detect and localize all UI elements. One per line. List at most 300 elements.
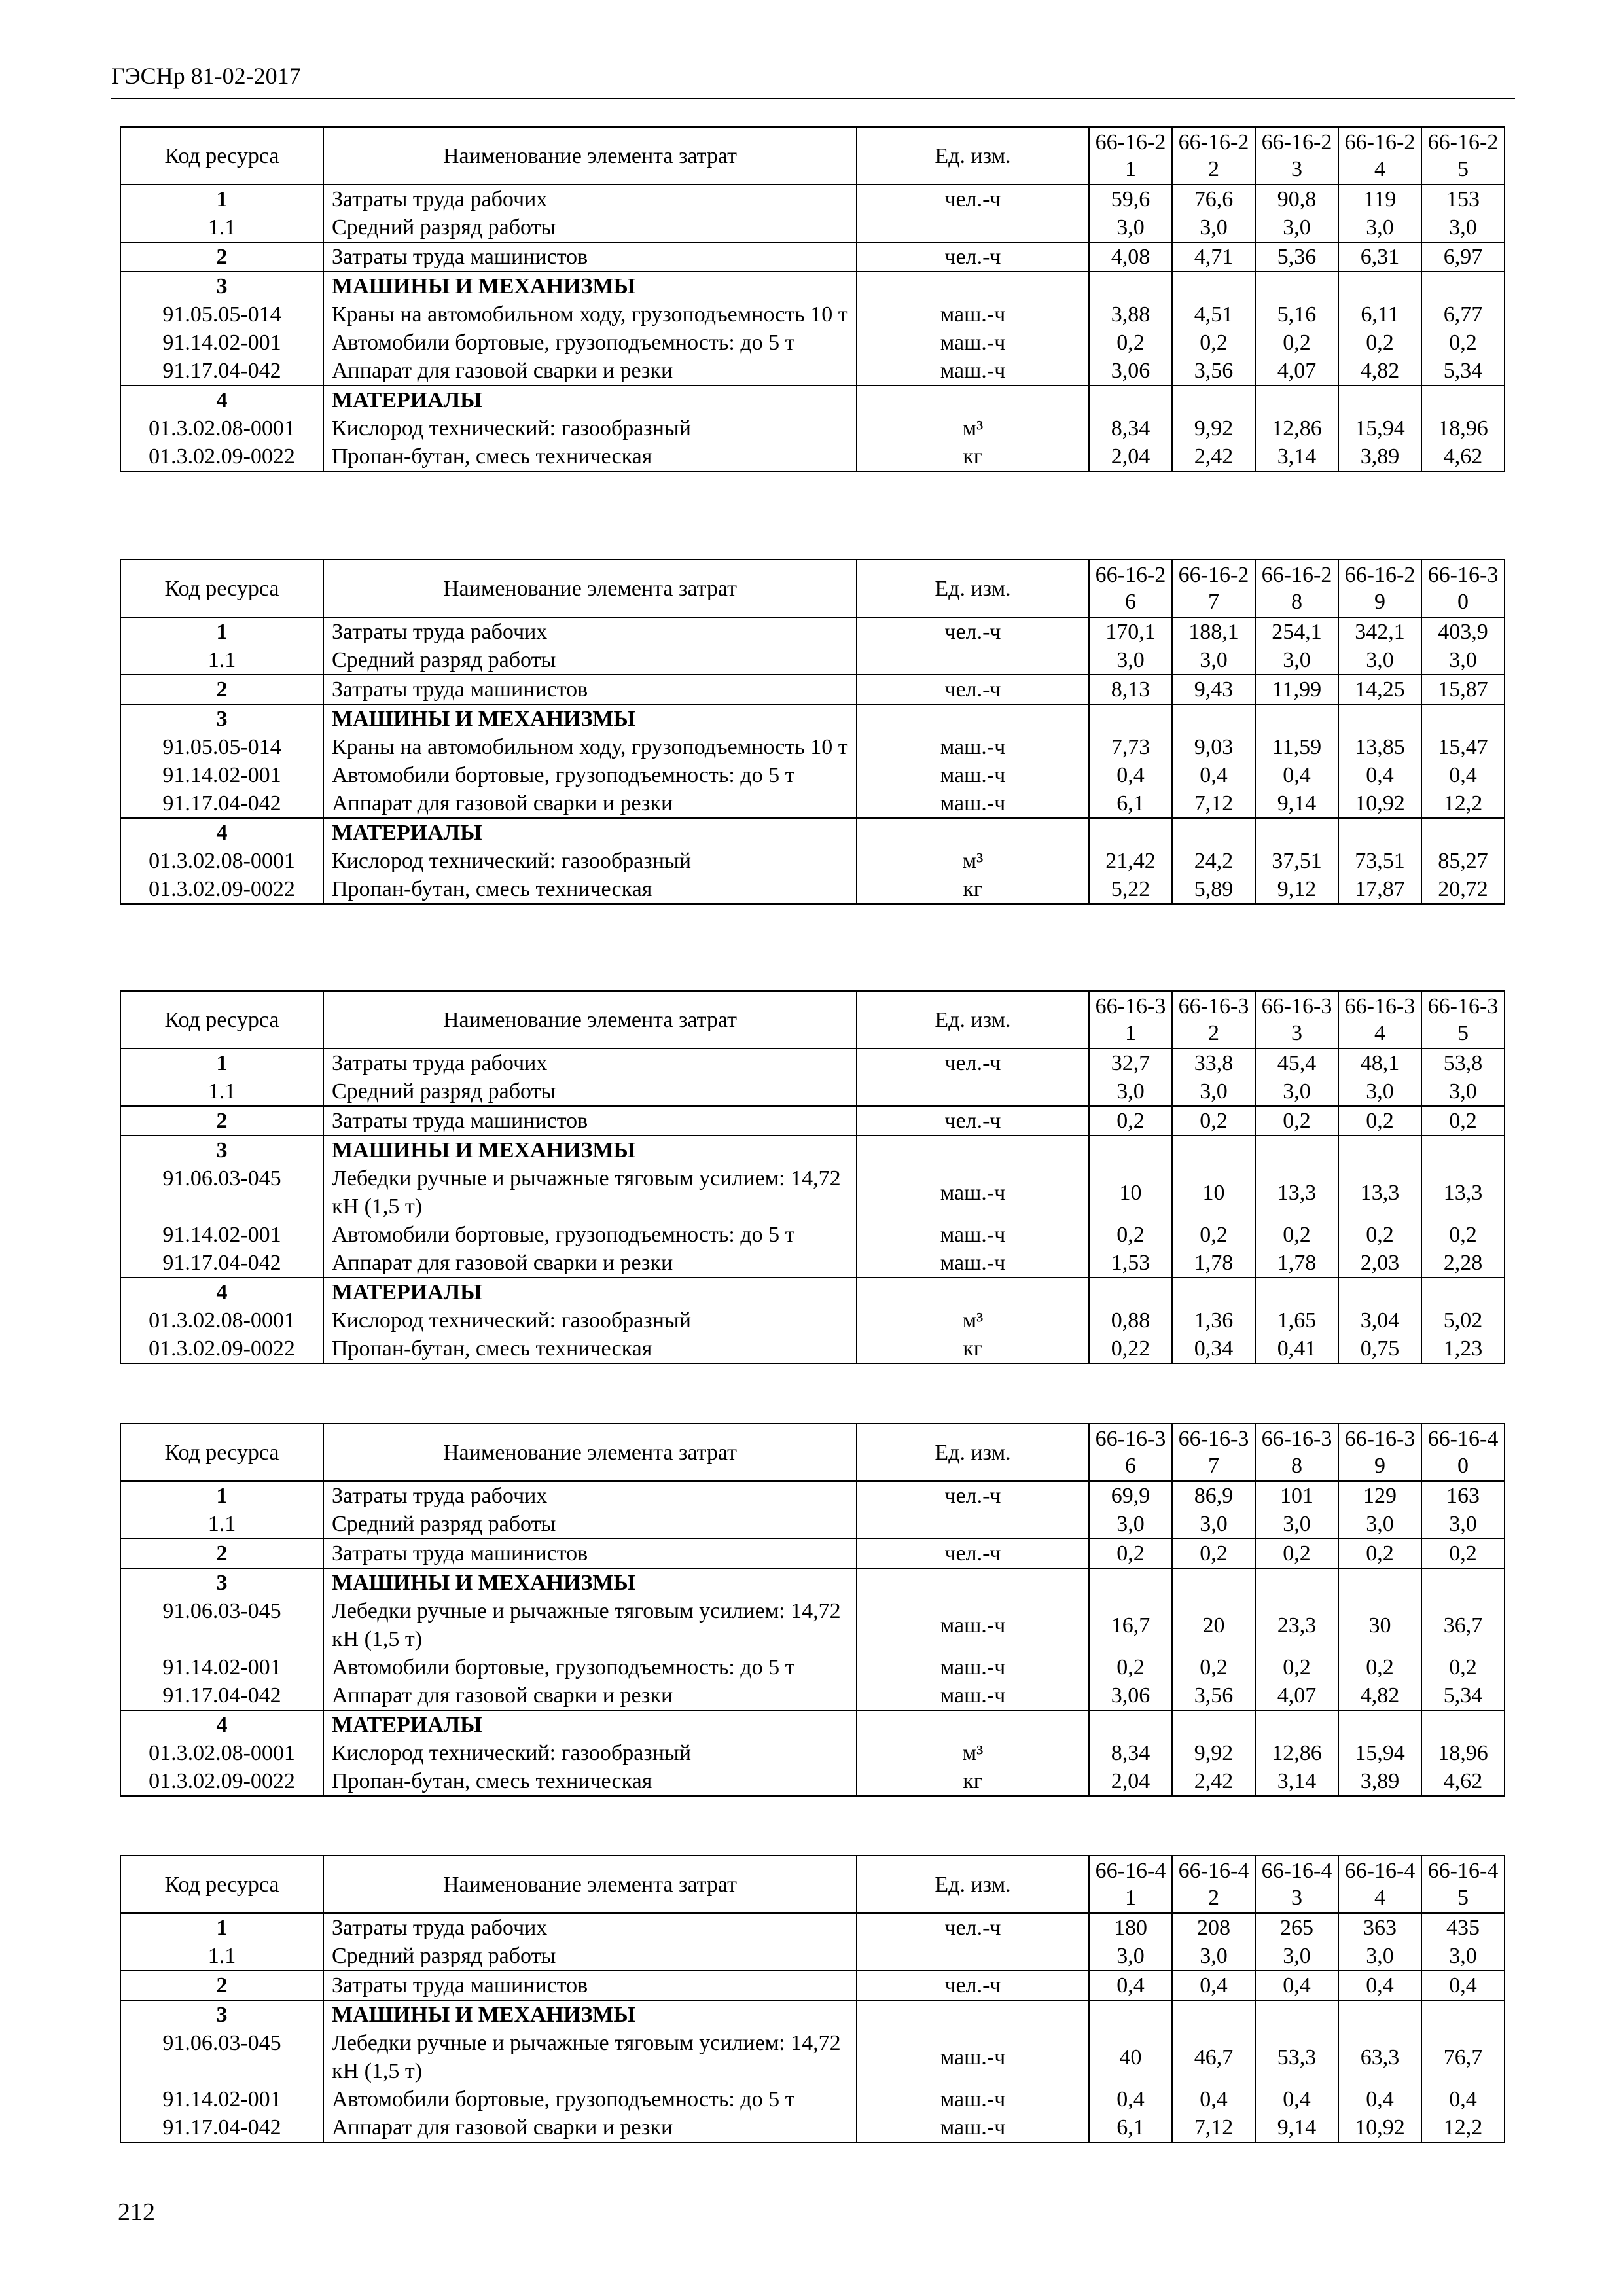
- resource-code: 3: [120, 272, 323, 300]
- norm-code-header: 66-16-33: [1255, 991, 1338, 1049]
- norm-value: 9,92: [1172, 414, 1255, 442]
- unit-of-measure: чел.-ч: [857, 242, 1089, 272]
- cost-element-name: Автомобили бортовые, грузоподъемность: до 5 т: [323, 329, 857, 357]
- cost-element-name: МАТЕРИАЛЫ: [323, 1710, 857, 1739]
- table-row: [120, 1539, 1505, 1568]
- norm-code-header: 66-16-26: [1089, 560, 1172, 617]
- table-row: [120, 847, 1505, 875]
- resource-code: 01.3.02.08-0001: [120, 1739, 323, 1767]
- norm-value: [1421, 2000, 1505, 2029]
- norm-value: 6,31: [1338, 242, 1421, 272]
- table-row: [120, 1335, 1505, 1363]
- norm-code-header: 66-16-25: [1421, 127, 1505, 185]
- norm-value: 4,51: [1172, 300, 1255, 329]
- resource-code: 91.17.04-042: [120, 2113, 323, 2142]
- norm-value: 46,7: [1172, 2029, 1255, 2085]
- norm-value: 2,03: [1338, 1249, 1421, 1278]
- table-row: [120, 242, 1505, 272]
- norm-code-header: 66-16-41: [1089, 1856, 1172, 1913]
- cost-element-name: Лебедки ручные и рычажные тяговым усилием: 14,72 кН (1,5 т): [323, 1597, 857, 1653]
- norm-value: 0,2: [1172, 1106, 1255, 1136]
- norm-value: 32,7: [1089, 1049, 1172, 1077]
- norm-value: 4,82: [1338, 357, 1421, 386]
- page-number: 212: [118, 2198, 155, 2226]
- cost-element-name: Кислород технический: газообразный: [323, 1739, 857, 1767]
- norm-value: 3,0: [1338, 1510, 1421, 1539]
- table-header-row: [120, 991, 1505, 1049]
- norm-value: [1255, 1568, 1338, 1597]
- resource-code: 01.3.02.09-0022: [120, 1767, 323, 1796]
- norm-value: 10: [1089, 1164, 1172, 1221]
- cost-element-name: Средний разряд работы: [323, 1942, 857, 1971]
- unit-of-measure: [857, 1568, 1089, 1597]
- norm-value: 69,9: [1089, 1481, 1172, 1510]
- norm-value: [1089, 818, 1172, 847]
- norm-value: [1089, 1710, 1172, 1739]
- norm-value: 21,42: [1089, 847, 1172, 875]
- norm-value: [1338, 386, 1421, 414]
- column-header-unit: Ед. изм.: [857, 991, 1089, 1049]
- norm-value: [1172, 1278, 1255, 1306]
- norm-value: 3,0: [1255, 646, 1338, 675]
- norm-code-header: 66-16-29: [1338, 560, 1421, 617]
- norm-value: 0,2: [1255, 1106, 1338, 1136]
- norm-code-header: 66-16-22: [1172, 127, 1255, 185]
- unit-of-measure: маш.-ч: [857, 357, 1089, 386]
- table-row: [120, 1597, 1505, 1653]
- norm-code-header: 66-16-39: [1338, 1424, 1421, 1481]
- column-header-name: Наименование элемента затрат: [323, 991, 857, 1049]
- unit-of-measure: чел.-ч: [857, 1106, 1089, 1136]
- norm-value: [1338, 272, 1421, 300]
- norm-value: 0,4: [1338, 2085, 1421, 2113]
- norm-value: 0,4: [1089, 2085, 1172, 2113]
- norm-value: 3,56: [1172, 1681, 1255, 1710]
- norm-value: [1255, 1136, 1338, 1164]
- norm-value: 4,82: [1338, 1681, 1421, 1710]
- norm-value: 9,92: [1172, 1739, 1255, 1767]
- unit-of-measure: чел.-ч: [857, 1539, 1089, 1568]
- cost-element-name: Автомобили бортовые, грузоподъемность: до 5 т: [323, 1653, 857, 1681]
- table-header-row: [120, 1856, 1505, 1913]
- norm-value: 15,87: [1421, 675, 1505, 704]
- resource-code: 2: [120, 1106, 323, 1136]
- norm-value: 435: [1421, 1913, 1505, 1942]
- norm-value: [1421, 818, 1505, 847]
- norm-value: 5,34: [1421, 357, 1505, 386]
- norm-value: 53,3: [1255, 2029, 1338, 2085]
- cost-element-name: Аппарат для газовой сварки и резки: [323, 1681, 857, 1710]
- norm-value: 33,8: [1172, 1049, 1255, 1077]
- resource-code: 91.14.02-001: [120, 2085, 323, 2113]
- norm-value: 1,78: [1172, 1249, 1255, 1278]
- norm-value: 9,14: [1255, 789, 1338, 818]
- norm-value: 0,2: [1255, 1221, 1338, 1249]
- unit-of-measure: чел.-ч: [857, 185, 1089, 213]
- norm-value: [1089, 2000, 1172, 2029]
- norm-value: 3,0: [1089, 1077, 1172, 1106]
- norm-value: [1255, 704, 1338, 733]
- norm-value: 5,36: [1255, 242, 1338, 272]
- norm-value: 3,14: [1255, 1767, 1338, 1796]
- norm-value: 3,0: [1338, 1077, 1421, 1106]
- table-header-row: [120, 560, 1505, 617]
- norm-value: 13,3: [1338, 1164, 1421, 1221]
- norm-value: 11,59: [1255, 733, 1338, 761]
- norm-value: 15,47: [1421, 733, 1505, 761]
- unit-of-measure: маш.-ч: [857, 2113, 1089, 2142]
- norm-value: 0,2: [1338, 1539, 1421, 1568]
- unit-of-measure: [857, 1077, 1089, 1106]
- unit-of-measure: маш.-ч: [857, 2029, 1089, 2085]
- resource-code: 91.06.03-045: [120, 2029, 323, 2085]
- norm-value: [1089, 1568, 1172, 1597]
- norm-value: 5,02: [1421, 1306, 1505, 1335]
- column-header-code: Код ресурса: [120, 1424, 323, 1481]
- norm-value: 18,96: [1421, 414, 1505, 442]
- resource-code: 1: [120, 1481, 323, 1510]
- cost-element-name: Аппарат для газовой сварки и резки: [323, 1249, 857, 1278]
- unit-of-measure: [857, 1136, 1089, 1164]
- norm-value: 0,4: [1255, 761, 1338, 789]
- norm-value: [1172, 818, 1255, 847]
- norm-value: 0,2: [1255, 1653, 1338, 1681]
- unit-of-measure: [857, 1710, 1089, 1739]
- norm-value: 163: [1421, 1481, 1505, 1510]
- norm-value: 3,0: [1172, 646, 1255, 675]
- norm-value: 40: [1089, 2029, 1172, 2085]
- table-row: [120, 213, 1505, 242]
- table-row: [120, 1942, 1505, 1971]
- norm-value: [1089, 386, 1172, 414]
- norm-value: 119: [1338, 185, 1421, 213]
- norm-value: 0,4: [1172, 1971, 1255, 2000]
- norm-value: 30: [1338, 1597, 1421, 1653]
- table-row: [120, 329, 1505, 357]
- column-header-code: Код ресурса: [120, 127, 323, 185]
- norm-value: [1421, 1278, 1505, 1306]
- norm-value: [1172, 1710, 1255, 1739]
- norm-value: 254,1: [1255, 617, 1338, 646]
- norm-value: 20: [1172, 1597, 1255, 1653]
- cost-element-name: МАТЕРИАЛЫ: [323, 1278, 857, 1306]
- cost-element-name: Средний разряд работы: [323, 1510, 857, 1539]
- cost-element-name: Средний разряд работы: [323, 1077, 857, 1106]
- norm-code-header: 66-16-27: [1172, 560, 1255, 617]
- table-row: [120, 272, 1505, 300]
- norm-value: [1089, 1136, 1172, 1164]
- unit-of-measure: [857, 646, 1089, 675]
- cost-element-name: Средний разряд работы: [323, 646, 857, 675]
- norm-value: [1421, 1568, 1505, 1597]
- norm-value: [1421, 704, 1505, 733]
- resource-code: 01.3.02.08-0001: [120, 1306, 323, 1335]
- resource-code: 01.3.02.09-0022: [120, 875, 323, 904]
- norm-value: 6,77: [1421, 300, 1505, 329]
- column-header-name: Наименование элемента затрат: [323, 1856, 857, 1913]
- norm-value: 90,8: [1255, 185, 1338, 213]
- norm-value: 0,4: [1172, 761, 1255, 789]
- norm-value: [1172, 1136, 1255, 1164]
- norm-value: 13,3: [1255, 1164, 1338, 1221]
- resource-code: 1.1: [120, 1077, 323, 1106]
- norm-value: 15,94: [1338, 414, 1421, 442]
- norm-value: 3,0: [1089, 1942, 1172, 1971]
- resource-code: 2: [120, 1539, 323, 1568]
- norm-value: 208: [1172, 1913, 1255, 1942]
- column-header-unit: Ед. изм.: [857, 560, 1089, 617]
- cost-element-name: МАТЕРИАЛЫ: [323, 386, 857, 414]
- column-header-unit: Ед. изм.: [857, 1856, 1089, 1913]
- resource-code: 91.06.03-045: [120, 1597, 323, 1653]
- norm-code-header: 66-16-37: [1172, 1424, 1255, 1481]
- norm-code-header: 66-16-44: [1338, 1856, 1421, 1913]
- norm-value: 265: [1255, 1913, 1338, 1942]
- norm-value: 0,2: [1172, 1221, 1255, 1249]
- unit-of-measure: чел.-ч: [857, 675, 1089, 704]
- norm-value: 3,04: [1338, 1306, 1421, 1335]
- norm-value: [1172, 2000, 1255, 2029]
- norm-value: 0,4: [1338, 761, 1421, 789]
- cost-element-name: Пропан-бутан, смесь техническая: [323, 1767, 857, 1796]
- norm-code-header: 66-16-38: [1255, 1424, 1338, 1481]
- norm-value: 0,2: [1421, 1221, 1505, 1249]
- norm-value: 0,2: [1255, 329, 1338, 357]
- norm-value: 24,2: [1172, 847, 1255, 875]
- norm-value: 11,99: [1255, 675, 1338, 704]
- cost-element-name: Краны на автомобильном ходу, грузоподъемность 10 т: [323, 300, 857, 329]
- table-header-row: [120, 127, 1505, 185]
- column-header-name: Наименование элемента затрат: [323, 127, 857, 185]
- table-row: [120, 2113, 1505, 2142]
- norm-value: 36,7: [1421, 1597, 1505, 1653]
- norm-code-header: 66-16-21: [1089, 127, 1172, 185]
- norm-value: 1,23: [1421, 1335, 1505, 1363]
- table-row: [120, 1568, 1505, 1597]
- unit-of-measure: кг: [857, 875, 1089, 904]
- norm-value: 12,86: [1255, 414, 1338, 442]
- norm-value: [1338, 2000, 1421, 2029]
- norm-value: 180: [1089, 1913, 1172, 1942]
- table-row: [120, 1913, 1505, 1942]
- norm-value: [1421, 272, 1505, 300]
- norm-value: [1338, 1278, 1421, 1306]
- norm-value: 7,12: [1172, 2113, 1255, 2142]
- norm-value: 188,1: [1172, 617, 1255, 646]
- norm-value: 1,78: [1255, 1249, 1338, 1278]
- norm-value: 1,53: [1089, 1249, 1172, 1278]
- norm-value: 3,0: [1089, 646, 1172, 675]
- unit-of-measure: маш.-ч: [857, 1681, 1089, 1710]
- table-row: [120, 1767, 1505, 1796]
- norm-value: [1089, 1278, 1172, 1306]
- column-header-code: Код ресурса: [120, 560, 323, 617]
- norm-value: 10: [1172, 1164, 1255, 1221]
- table-row: [120, 1136, 1505, 1164]
- cost-element-name: МАШИНЫ И МЕХАНИЗМЫ: [323, 704, 857, 733]
- norm-value: 9,12: [1255, 875, 1338, 904]
- norm-code-header: 66-16-35: [1421, 991, 1505, 1049]
- norm-value: 3,0: [1421, 1942, 1505, 1971]
- norm-code-header: 66-16-28: [1255, 560, 1338, 617]
- unit-of-measure: маш.-ч: [857, 733, 1089, 761]
- norm-value: [1421, 386, 1505, 414]
- norm-value: 0,2: [1255, 1539, 1338, 1568]
- norm-value: 3,0: [1172, 1077, 1255, 1106]
- norm-value: 6,1: [1089, 789, 1172, 818]
- norm-value: 6,11: [1338, 300, 1421, 329]
- norm-value: 0,4: [1089, 761, 1172, 789]
- unit-of-measure: маш.-ч: [857, 1221, 1089, 1249]
- unit-of-measure: маш.-ч: [857, 1597, 1089, 1653]
- cost-element-name: Затраты труда рабочих: [323, 617, 857, 646]
- unit-of-measure: [857, 1942, 1089, 1971]
- norm-value: 6,1: [1089, 2113, 1172, 2142]
- table-row: [120, 704, 1505, 733]
- norm-value: 0,2: [1089, 1221, 1172, 1249]
- norm-code-header: 66-16-45: [1421, 1856, 1505, 1913]
- norm-value: 0,2: [1421, 329, 1505, 357]
- resource-code: 1: [120, 1913, 323, 1942]
- norm-value: 363: [1338, 1913, 1421, 1942]
- unit-of-measure: маш.-ч: [857, 329, 1089, 357]
- resource-code: 91.05.05-014: [120, 300, 323, 329]
- norm-value: 48,1: [1338, 1049, 1421, 1077]
- norm-value: 1,36: [1172, 1306, 1255, 1335]
- norm-value: [1172, 386, 1255, 414]
- norm-value: 0,4: [1255, 2085, 1338, 2113]
- unit-of-measure: [857, 2000, 1089, 2029]
- norm-value: 0,2: [1172, 1653, 1255, 1681]
- norm-value: 12,86: [1255, 1739, 1338, 1767]
- norm-value: 85,27: [1421, 847, 1505, 875]
- cost-element-name: МАШИНЫ И МЕХАНИЗМЫ: [323, 2000, 857, 2029]
- norm-value: 10,92: [1338, 789, 1421, 818]
- norm-value: 3,0: [1421, 646, 1505, 675]
- norm-value: 0,4: [1255, 1971, 1338, 2000]
- norm-value: 2,42: [1172, 1767, 1255, 1796]
- resource-code: 01.3.02.08-0001: [120, 847, 323, 875]
- resource-cost-table: [120, 559, 1505, 905]
- norm-value: 6,97: [1421, 242, 1505, 272]
- table-row: [120, 1077, 1505, 1106]
- resource-code: 91.17.04-042: [120, 1681, 323, 1710]
- norm-value: 3,06: [1089, 1681, 1172, 1710]
- table-row: [120, 1221, 1505, 1249]
- cost-element-name: Пропан-бутан, смесь техническая: [323, 875, 857, 904]
- resource-code: 1: [120, 1049, 323, 1077]
- norm-value: 3,0: [1255, 1077, 1338, 1106]
- norm-code-header: 66-16-30: [1421, 560, 1505, 617]
- cost-element-name: Средний разряд работы: [323, 213, 857, 242]
- table-row: [120, 1164, 1505, 1221]
- norm-value: 0,2: [1421, 1106, 1505, 1136]
- cost-element-name: Аппарат для газовой сварки и резки: [323, 2113, 857, 2142]
- norm-value: 153: [1421, 185, 1505, 213]
- document-header-title: ГЭСНр 81-02-2017: [111, 63, 301, 89]
- column-header-unit: Ед. изм.: [857, 1424, 1089, 1481]
- norm-value: 0,2: [1338, 1221, 1421, 1249]
- norm-value: 0,41: [1255, 1335, 1338, 1363]
- norm-value: [1421, 1710, 1505, 1739]
- norm-value: 10,92: [1338, 2113, 1421, 2142]
- unit-of-measure: чел.-ч: [857, 1049, 1089, 1077]
- table-row: [120, 414, 1505, 442]
- resource-code: 2: [120, 1971, 323, 2000]
- norm-value: 9,43: [1172, 675, 1255, 704]
- norm-value: 0,4: [1421, 761, 1505, 789]
- norm-value: 4,07: [1255, 1681, 1338, 1710]
- norm-value: 0,2: [1089, 329, 1172, 357]
- norm-value: 0,2: [1089, 1653, 1172, 1681]
- norm-value: [1172, 272, 1255, 300]
- norm-value: 3,88: [1089, 300, 1172, 329]
- unit-of-measure: [857, 1278, 1089, 1306]
- norm-value: 0,34: [1172, 1335, 1255, 1363]
- norm-value: 86,9: [1172, 1481, 1255, 1510]
- table-row: [120, 1278, 1505, 1306]
- norm-value: 0,2: [1421, 1653, 1505, 1681]
- table-row: [120, 1710, 1505, 1739]
- norm-value: [1089, 272, 1172, 300]
- table-header-row: [120, 1424, 1505, 1481]
- unit-of-measure: [857, 386, 1089, 414]
- unit-of-measure: маш.-ч: [857, 789, 1089, 818]
- norm-value: 5,16: [1255, 300, 1338, 329]
- norm-value: 3,0: [1338, 1942, 1421, 1971]
- norm-code-header: 66-16-43: [1255, 1856, 1338, 1913]
- cost-element-name: Затраты труда машинистов: [323, 1106, 857, 1136]
- norm-value: 403,9: [1421, 617, 1505, 646]
- cost-element-name: Затраты труда рабочих: [323, 1481, 857, 1510]
- table-row: [120, 442, 1505, 471]
- column-header-name: Наименование элемента затрат: [323, 1424, 857, 1481]
- cost-element-name: МАШИНЫ И МЕХАНИЗМЫ: [323, 1568, 857, 1597]
- norm-value: 3,0: [1172, 1942, 1255, 1971]
- cost-element-name: Затраты труда рабочих: [323, 1049, 857, 1077]
- norm-value: 7,12: [1172, 789, 1255, 818]
- resource-code: 1: [120, 185, 323, 213]
- resource-code: 1.1: [120, 213, 323, 242]
- unit-of-measure: чел.-ч: [857, 1913, 1089, 1942]
- cost-element-name: Затраты труда машинистов: [323, 1971, 857, 2000]
- resource-code: 4: [120, 1710, 323, 1739]
- unit-of-measure: кг: [857, 442, 1089, 471]
- norm-code-header: 66-16-40: [1421, 1424, 1505, 1481]
- norm-value: [1338, 818, 1421, 847]
- table-row: [120, 1049, 1505, 1077]
- resource-code: 01.3.02.09-0022: [120, 1335, 323, 1363]
- norm-value: 3,0: [1421, 1077, 1505, 1106]
- norm-value: 45,4: [1255, 1049, 1338, 1077]
- norm-value: 1,65: [1255, 1306, 1338, 1335]
- resource-cost-table: [120, 990, 1505, 1364]
- norm-value: 5,22: [1089, 875, 1172, 904]
- norm-value: 12,2: [1421, 2113, 1505, 2142]
- norm-value: 0,2: [1338, 329, 1421, 357]
- norm-value: 53,8: [1421, 1049, 1505, 1077]
- resource-code: 3: [120, 2000, 323, 2029]
- norm-value: 7,73: [1089, 733, 1172, 761]
- norm-value: 3,56: [1172, 357, 1255, 386]
- unit-of-measure: кг: [857, 1767, 1089, 1796]
- cost-element-name: Пропан-бутан, смесь техническая: [323, 1335, 857, 1363]
- resource-code: 3: [120, 1568, 323, 1597]
- norm-value: 23,3: [1255, 1597, 1338, 1653]
- cost-element-name: Затраты труда рабочих: [323, 185, 857, 213]
- norm-value: 3,0: [1421, 1510, 1505, 1539]
- norm-code-header: 66-16-34: [1338, 991, 1421, 1049]
